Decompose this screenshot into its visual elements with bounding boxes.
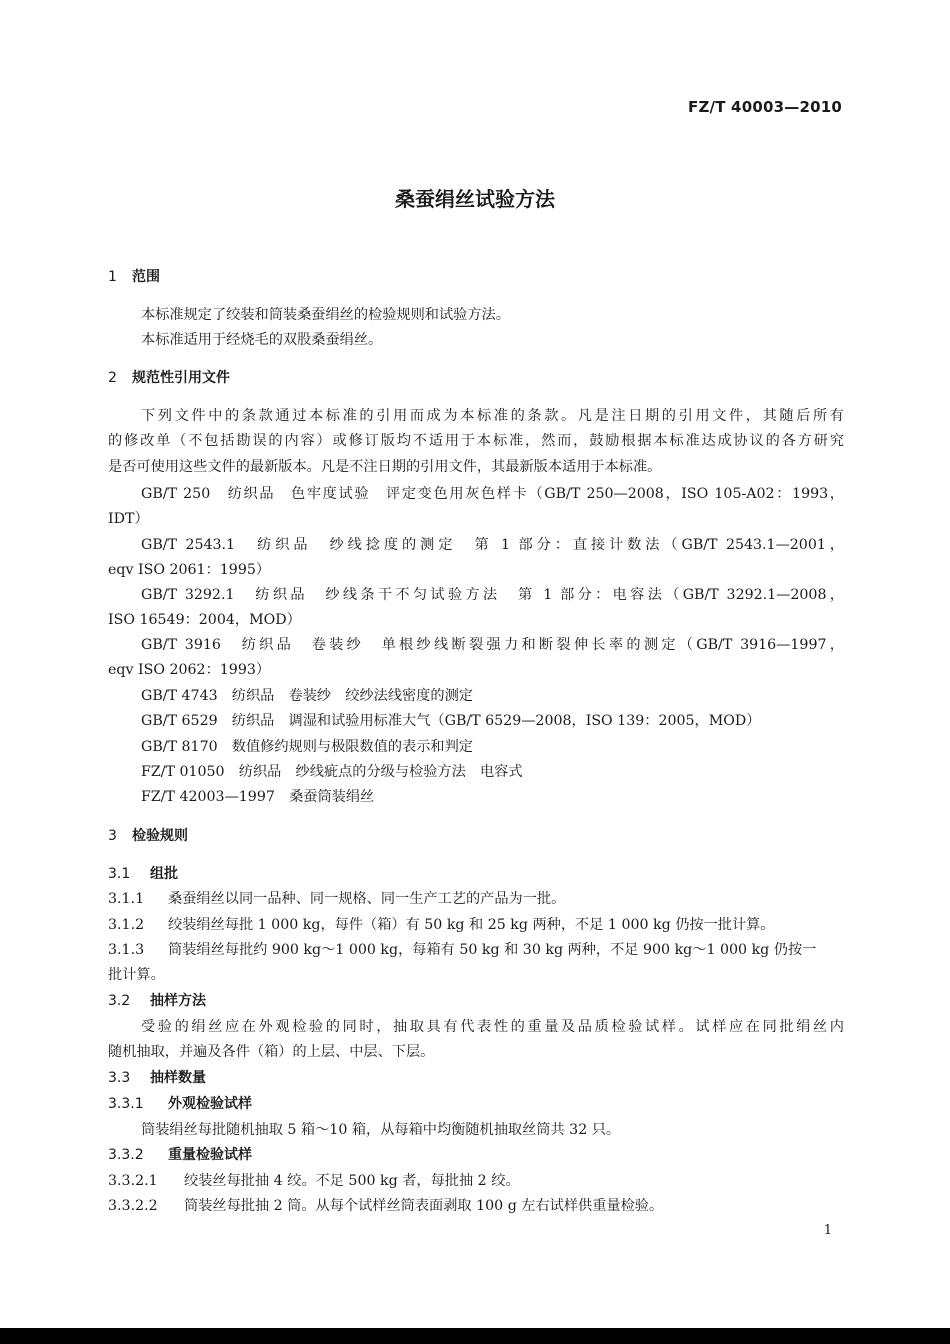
clause [108, 940, 844, 960]
reference-item: GB/T 6529 纺织品 调湿和试验用标准大气（GB/T 6529—2008，ISO 139：2005，MOD） [141, 713, 761, 729]
clause-text: 绞装绢丝每批 1 000 kg，每件（箱）有 50 kg 和 25 kg 两种，不足 1 000 kg 仍按一批计算。 [168, 917, 775, 933]
document-title: 桑蚕绢丝试验方法 [395, 187, 555, 211]
reference-item: GB/T 2543.1 纺织品 纱线捻度的测定 第 1 部分：直接计数法（GB/T 2543.1—2001， [141, 537, 844, 553]
reference-item: GB/T 250 纺织品 色牢度试验 评定变色用灰色样卡（GB/T 250—2008，ISO 105-A02：1993， [141, 486, 844, 502]
standard-number: FZ/T 40003—2010 [688, 98, 842, 116]
clause-number: 3.3.2.1 [108, 1173, 158, 1189]
subsection-heading [108, 1068, 844, 1088]
subsection-title: 抽样方法 [150, 993, 206, 1009]
reference-item-cont: eqv ISO 2061：1995） [108, 562, 271, 578]
subsubsection-title: 外观检验试样 [168, 1096, 252, 1112]
subsection-heading [108, 991, 844, 1011]
paragraph-line: 受验的绢丝应在外观检验的同时，抽取具有代表性的重量及品质检验试样。试样应在同批绢丝内 [141, 1019, 844, 1035]
paragraph: 筒装绢丝每批随机抽取 5 箱～10 箱，从每箱中均衡随机抽取丝筒共 32 只。 [141, 1122, 621, 1138]
clause-text: 筒装绢丝每批约 900 kg～1 000 kg，每箱有 50 kg 和 30 kg 两种，不足 900 kg～1 000 kg 仍按一 [168, 942, 817, 958]
paragraph-line: 随机抽取，并遍及各件（箱）的上层、中层、下层。 [108, 1044, 435, 1060]
reference-item: GB/T 8170 数值修约规则与极限数值的表示和判定 [141, 739, 473, 755]
reference-item-cont: ISO 16549：2004，MOD） [108, 612, 301, 628]
bottom-border [0, 1328, 950, 1344]
subsection-title: 组批 [150, 866, 178, 882]
reference-item: FZ/T 42003—1997 桑蚕筒装绢丝 [141, 789, 375, 805]
reference-item: GB/T 4743 纺织品 卷装纱 绞纱法线密度的测定 [141, 688, 473, 704]
section-title: 检验规则 [132, 828, 188, 844]
reference-item-cont: eqv ISO 2062：1993） [108, 662, 271, 678]
subsection-title: 抽样数量 [150, 1070, 206, 1086]
clause-text: 筒装丝每批抽 2 筒。从每个试样丝筒表面剥取 100 g 左右试样供重量检验。 [184, 1198, 664, 1214]
clause-number: 3.1.2 [108, 917, 145, 933]
clause [108, 1171, 844, 1191]
paragraph: 本标准适用于经烧毛的双股桑蚕绢丝。 [141, 332, 383, 348]
subsection-number: 3.3 [108, 1070, 131, 1086]
section-title: 规范性引用文件 [132, 370, 230, 386]
subsubsection-heading [108, 1145, 844, 1165]
clause-text: 绞装丝每批抽 4 绞。不足 500 kg 者，每批抽 2 绞。 [184, 1173, 520, 1189]
section-number: 3 [108, 828, 117, 844]
paragraph-line: 的修改单（不包括勘误的内容）或修订版均不适用于本标准，然而，鼓励根据本标准达成协议的各方研究 [108, 433, 844, 449]
clause-text: 桑蚕绢丝以同一品种、同一规格、同一生产工艺的产品为一批。 [168, 891, 566, 907]
clause [108, 889, 844, 909]
subsubsection-number: 3.3.1 [108, 1096, 144, 1112]
subsubsection-title: 重量检验试样 [168, 1147, 252, 1163]
reference-item: GB/T 3916 纺织品 卷装纱 单根纱线断裂强力和断裂伸长率的测定（GB/T 3916—1997， [141, 637, 844, 653]
subsection-heading [108, 864, 844, 884]
section-title: 范围 [132, 269, 160, 285]
section-1-heading [108, 267, 844, 287]
reference-item-cont: IDT） [108, 511, 149, 527]
paragraph-line: 是否可使用这些文件的最新版本。凡是不注日期的引用文件，其最新版本适用于本标准。 [108, 459, 662, 475]
subsection-number: 3.2 [108, 993, 131, 1009]
clause-number: 3.1.3 [108, 942, 145, 958]
paragraph: 本标准规定了绞装和筒装桑蚕绢丝的检验规则和试验方法。 [141, 307, 510, 323]
section-2-heading [108, 368, 844, 388]
page-number: 1 [823, 1223, 832, 1238]
subsubsection-number: 3.3.2 [108, 1147, 144, 1163]
paragraph-line: 下列文件中的条款通过本标准的引用而成为本标准的条款。凡是注日期的引用文件，其随后所有 [141, 408, 844, 424]
section-number: 2 [108, 370, 117, 386]
reference-item: FZ/T 01050 纺织品 纱线疵点的分级与检验方法 电容式 [141, 764, 523, 780]
clause-cont: 批计算。 [108, 967, 165, 983]
clause-number: 3.1.1 [108, 891, 145, 907]
section-3-heading [108, 826, 844, 846]
clause-number: 3.3.2.2 [108, 1198, 158, 1214]
section-number: 1 [108, 269, 117, 285]
reference-item: GB/T 3292.1 纺织品 纱线条干不匀试验方法 第 1 部分：电容法（GB/T 3292.1—2008， [141, 587, 844, 603]
clause [108, 915, 844, 935]
subsubsection-heading [108, 1094, 844, 1114]
clause [108, 1196, 844, 1216]
subsection-number: 3.1 [108, 866, 131, 882]
